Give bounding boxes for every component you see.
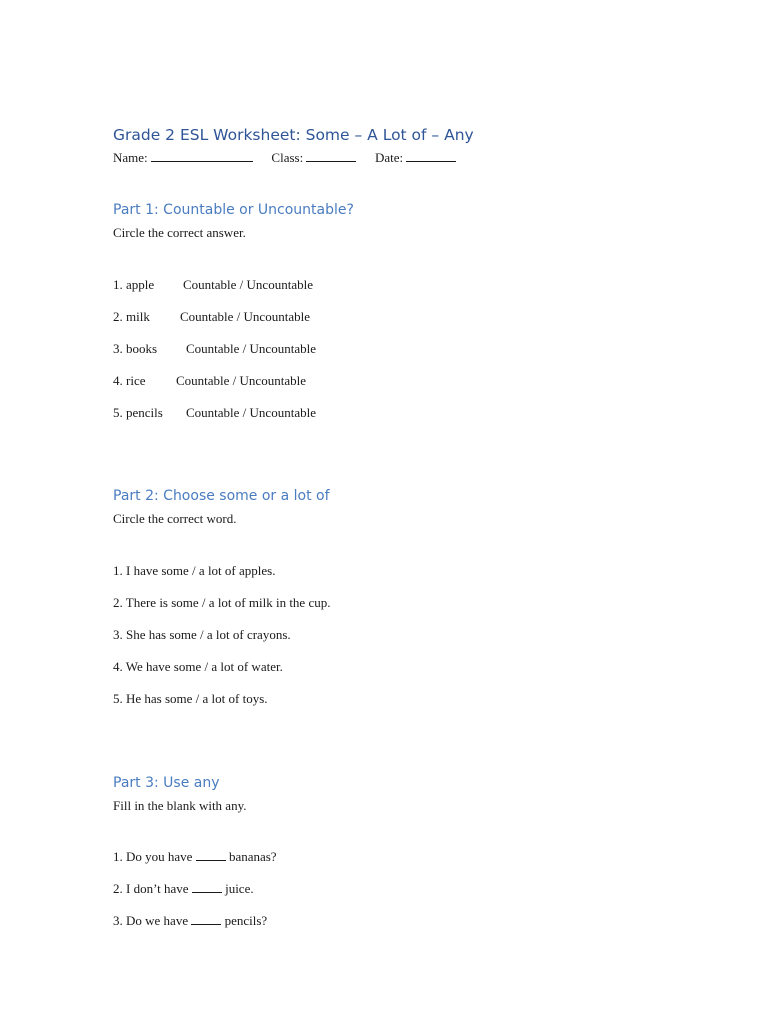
fill-blank[interactable] [191, 914, 221, 925]
class-label: Class: [271, 150, 304, 165]
part1-heading: Part 1: Countable or Uncountable? [113, 202, 354, 218]
list-item [113, 277, 313, 293]
fill-blank[interactable] [192, 882, 222, 893]
item-choice[interactable]: Countable / Uncountable [180, 309, 310, 324]
list-item [113, 341, 316, 357]
list-item [113, 309, 310, 325]
item-after: pencils? [224, 913, 268, 928]
name-label: Name: [113, 150, 148, 165]
worksheet-title: Grade 2 ESL Worksheet: Some – A Lot of – Any [113, 126, 474, 144]
date-blank[interactable] [406, 151, 456, 162]
list-item [113, 373, 306, 389]
item-after: juice. [225, 881, 254, 896]
part3-instruction: Fill in the blank with any. [113, 798, 247, 813]
list-item [113, 913, 267, 929]
item-after: bananas? [228, 849, 277, 864]
item-word: 1. apple [113, 277, 155, 292]
list-item[interactable]: 1. I have some / a lot of apples. [113, 563, 276, 578]
item-word: 4. rice [113, 373, 146, 388]
item-word: 5. pencils [113, 405, 163, 420]
item-before: 1. Do you have [113, 849, 193, 864]
part2-heading: Part 2: Choose some or a lot of [113, 488, 330, 504]
student-info-line [113, 150, 456, 166]
class-blank[interactable] [306, 151, 356, 162]
list-item [113, 849, 277, 865]
item-before: 3. Do we have [113, 913, 189, 928]
fill-blank[interactable] [196, 850, 226, 861]
item-word: 2. milk [113, 309, 150, 324]
list-item [113, 881, 254, 897]
part3-heading: Part 3: Use any [113, 775, 220, 791]
list-item [113, 405, 316, 421]
item-choice[interactable]: Countable / Uncountable [186, 341, 316, 356]
part1-instruction: Circle the correct answer. [113, 225, 246, 240]
item-word: 3. books [113, 341, 158, 356]
name-blank[interactable] [151, 151, 253, 162]
item-choice[interactable]: Countable / Uncountable [183, 277, 313, 292]
item-choice[interactable]: Countable / Uncountable [176, 373, 306, 388]
list-item[interactable]: 2. There is some / a lot of milk in the cup. [113, 595, 331, 610]
list-item[interactable]: 5. He has some / a lot of toys. [113, 691, 268, 706]
item-before: 2. I don’t have [113, 881, 189, 896]
date-label: Date: [374, 150, 404, 165]
list-item[interactable]: 4. We have some / a lot of water. [113, 659, 283, 674]
item-choice[interactable]: Countable / Uncountable [186, 405, 316, 420]
part2-instruction: Circle the correct word. [113, 511, 237, 526]
list-item[interactable]: 3. She has some / a lot of crayons. [113, 627, 291, 642]
